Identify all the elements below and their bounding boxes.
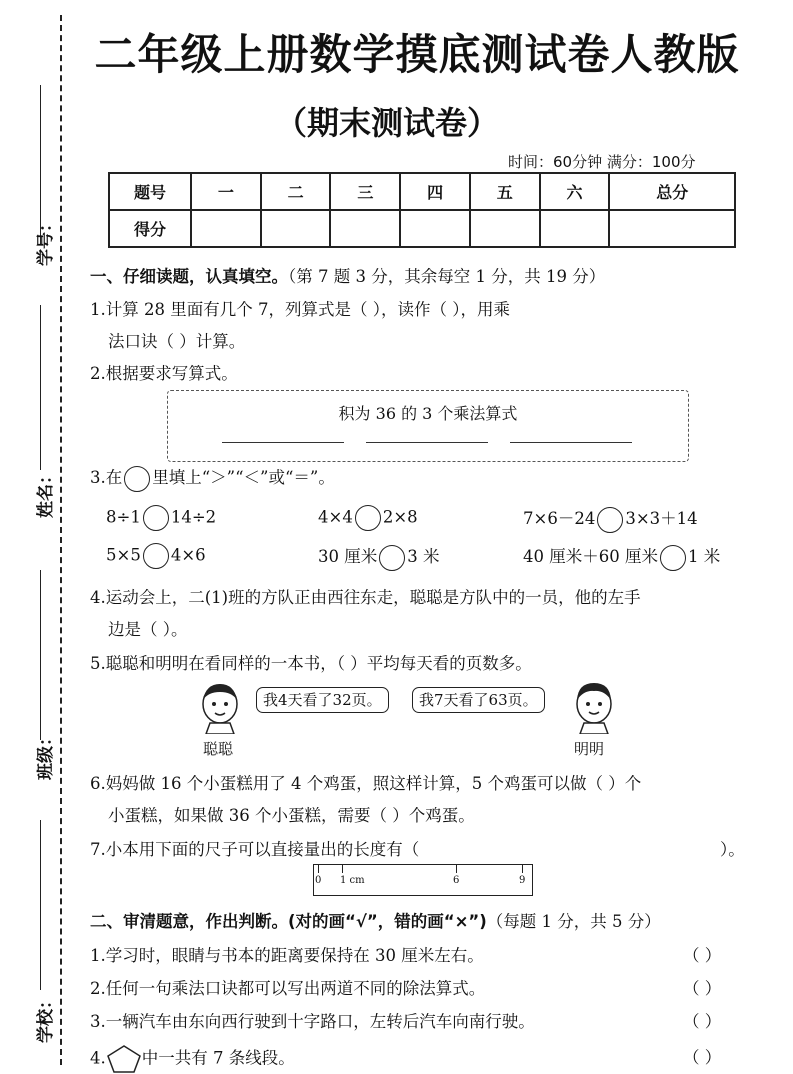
score-header-cell: 题号	[109, 173, 191, 210]
compare-circle[interactable]	[355, 505, 381, 531]
ruler	[313, 864, 533, 896]
speech-bubble-right: 我7天看了63页。	[412, 687, 545, 713]
compare-right: 14÷2	[170, 507, 217, 527]
judge-item-4-text: 中一共有 7 条线段。	[141, 1048, 295, 1068]
page-subtitle: （期末测试卷）	[274, 104, 499, 142]
judge-item-1: 1.学习时，眼睛与书本的距离要保持在 30 厘米左右。	[90, 946, 484, 965]
page-title: 二年级上册数学摸底测试卷人教版	[94, 30, 740, 79]
score-header-cell: 二	[261, 173, 331, 210]
compare-circle[interactable]	[660, 545, 686, 571]
score-table	[108, 172, 736, 248]
ruler-tick	[522, 865, 523, 873]
compare-item	[523, 505, 698, 533]
question-1-line2: 法口诀（ ）计算。	[108, 332, 246, 351]
student-id-label: 学号：	[36, 215, 56, 266]
compare-item	[106, 543, 206, 569]
score-cell[interactable]	[400, 210, 470, 247]
ruler-label: 6	[453, 875, 460, 886]
score-row-label: 得分	[109, 210, 191, 247]
pentagon-icon	[106, 1044, 142, 1074]
section1-title: 一、仔细读题，认真填空。	[90, 267, 288, 286]
compare-circle-icon	[124, 466, 150, 492]
compare-item	[318, 543, 440, 571]
question-2: 2.根据要求写算式。	[90, 364, 238, 383]
judge-answer-parens[interactable]: （ ）	[683, 1012, 722, 1031]
compare-left: 5×5	[106, 545, 141, 565]
ruler-label: 1 cm	[340, 875, 365, 886]
score-cell[interactable]	[261, 210, 331, 247]
exam-meta: 时间：60分钟 满分：100分	[508, 153, 696, 171]
compare-circle[interactable]	[143, 505, 169, 531]
compare-circle[interactable]	[379, 545, 405, 571]
answer-blank[interactable]	[366, 442, 488, 443]
judge-item-4	[90, 1044, 295, 1074]
name-label: 姓名：	[36, 467, 56, 518]
compare-right: 3 米	[407, 547, 440, 566]
compare-left: 7×6－24	[523, 509, 596, 528]
compare-left: 4×4	[318, 507, 353, 527]
judge-answer-parens[interactable]: （ ）	[683, 946, 722, 965]
question-6-line1: 6.妈妈做 16 个小蛋糕用了 4 个鸡蛋，照这样计算，5 个鸡蛋可以做（ ）个	[90, 774, 642, 793]
judge-item-2: 2.任何一句乘法口诀都可以写出两道不同的除法算式。	[90, 979, 486, 998]
score-header-cell: 总分	[609, 173, 735, 210]
speech-bubble-left: 我4天看了32页。	[256, 687, 389, 713]
question-4-line2: 边是（ ）。	[108, 620, 188, 639]
compare-circle[interactable]	[143, 543, 169, 569]
score-header-cell: 一	[191, 173, 261, 210]
question-5: 5.聪聪和明明在看同样的一本书，（ ）平均每天看的页数多。	[90, 654, 532, 673]
score-table-header-row	[109, 173, 735, 210]
question-6-line2: 小蛋糕，如果做 36 个小蛋糕，需要（ ）个鸡蛋。	[108, 806, 475, 825]
judge-item-4-number: 4.	[90, 1048, 106, 1068]
compare-left: 8÷1	[106, 507, 141, 527]
answer-blank[interactable]	[510, 442, 632, 443]
section1-note: （第 7 题 3 分，其余每空 1 分，共 19 分）	[288, 267, 606, 286]
ruler-tick	[342, 865, 343, 873]
section2-note: （每题 1 分，共 5 分）	[486, 912, 661, 931]
compare-right: 3×3＋14	[625, 509, 698, 528]
compare-right: 4×6	[170, 545, 206, 565]
boy-ming-icon	[570, 680, 618, 734]
answer-blank[interactable]	[222, 442, 344, 443]
ruler-tick	[318, 865, 319, 873]
name-ming: 明明	[574, 740, 605, 758]
score-cell[interactable]	[191, 210, 261, 247]
compare-item	[106, 505, 216, 531]
school-line	[40, 820, 41, 990]
ruler-label: 0	[315, 875, 322, 886]
question-7-end: ）。	[720, 840, 745, 859]
question-1-line1: 1.计算 28 里面有几个 7，列算式是（ ），读作（ ），用乘	[90, 300, 510, 319]
score-table-score-row	[109, 210, 735, 247]
judge-answer-parens[interactable]: （ ）	[683, 1048, 722, 1067]
compare-item	[318, 505, 418, 531]
school-label: 学校：	[36, 992, 56, 1043]
score-header-cell: 六	[540, 173, 610, 210]
judge-item-3: 3.一辆汽车由东向西行驶到十字路口，左转后汽车向南行驶。	[90, 1012, 535, 1031]
ruler-label: 9	[519, 875, 526, 886]
question-3-prefix: 3.在	[90, 468, 123, 487]
boy-cong-icon	[196, 680, 244, 734]
class-line	[40, 570, 41, 740]
score-cell[interactable]	[470, 210, 540, 247]
name-line	[40, 305, 41, 470]
compare-right: 2×8	[382, 507, 418, 527]
score-cell[interactable]	[330, 210, 400, 247]
section2-heading	[90, 908, 661, 932]
class-label: 班级：	[36, 729, 56, 780]
section2-title: 二、审清题意，作出判断。(对的画“√”，错的画“×”)	[90, 912, 487, 931]
section1-heading	[90, 263, 605, 287]
score-header-cell: 五	[470, 173, 540, 210]
answer-box-title: 积为 36 的 3 个乘法算式	[338, 404, 518, 423]
question-7: 7.小本用下面的尺子可以直接量出的长度有（	[90, 840, 420, 859]
compare-right: 1 米	[687, 547, 721, 566]
compare-circle[interactable]	[597, 507, 623, 533]
ruler-tick	[456, 865, 457, 873]
score-header-cell: 四	[400, 173, 470, 210]
compare-left: 30 厘米	[318, 547, 378, 566]
binding-dashed-line	[60, 15, 62, 1065]
name-cong: 聪聪	[203, 740, 234, 758]
answer-box	[167, 390, 689, 462]
score-cell[interactable]	[540, 210, 610, 247]
score-cell[interactable]	[609, 210, 735, 247]
question-3-text: 里填上“＞”“＜”或“＝”。	[152, 468, 335, 487]
compare-left: 40 厘米＋60 厘米	[523, 547, 658, 566]
question-3	[90, 464, 335, 492]
judge-answer-parens[interactable]: （ ）	[683, 979, 722, 998]
score-header-cell: 三	[330, 173, 400, 210]
question-4-line1: 4.运动会上，二(1)班的方队正由西往东走，聪聪是方队中的一员，他的左手	[90, 588, 641, 607]
compare-item	[523, 543, 720, 571]
